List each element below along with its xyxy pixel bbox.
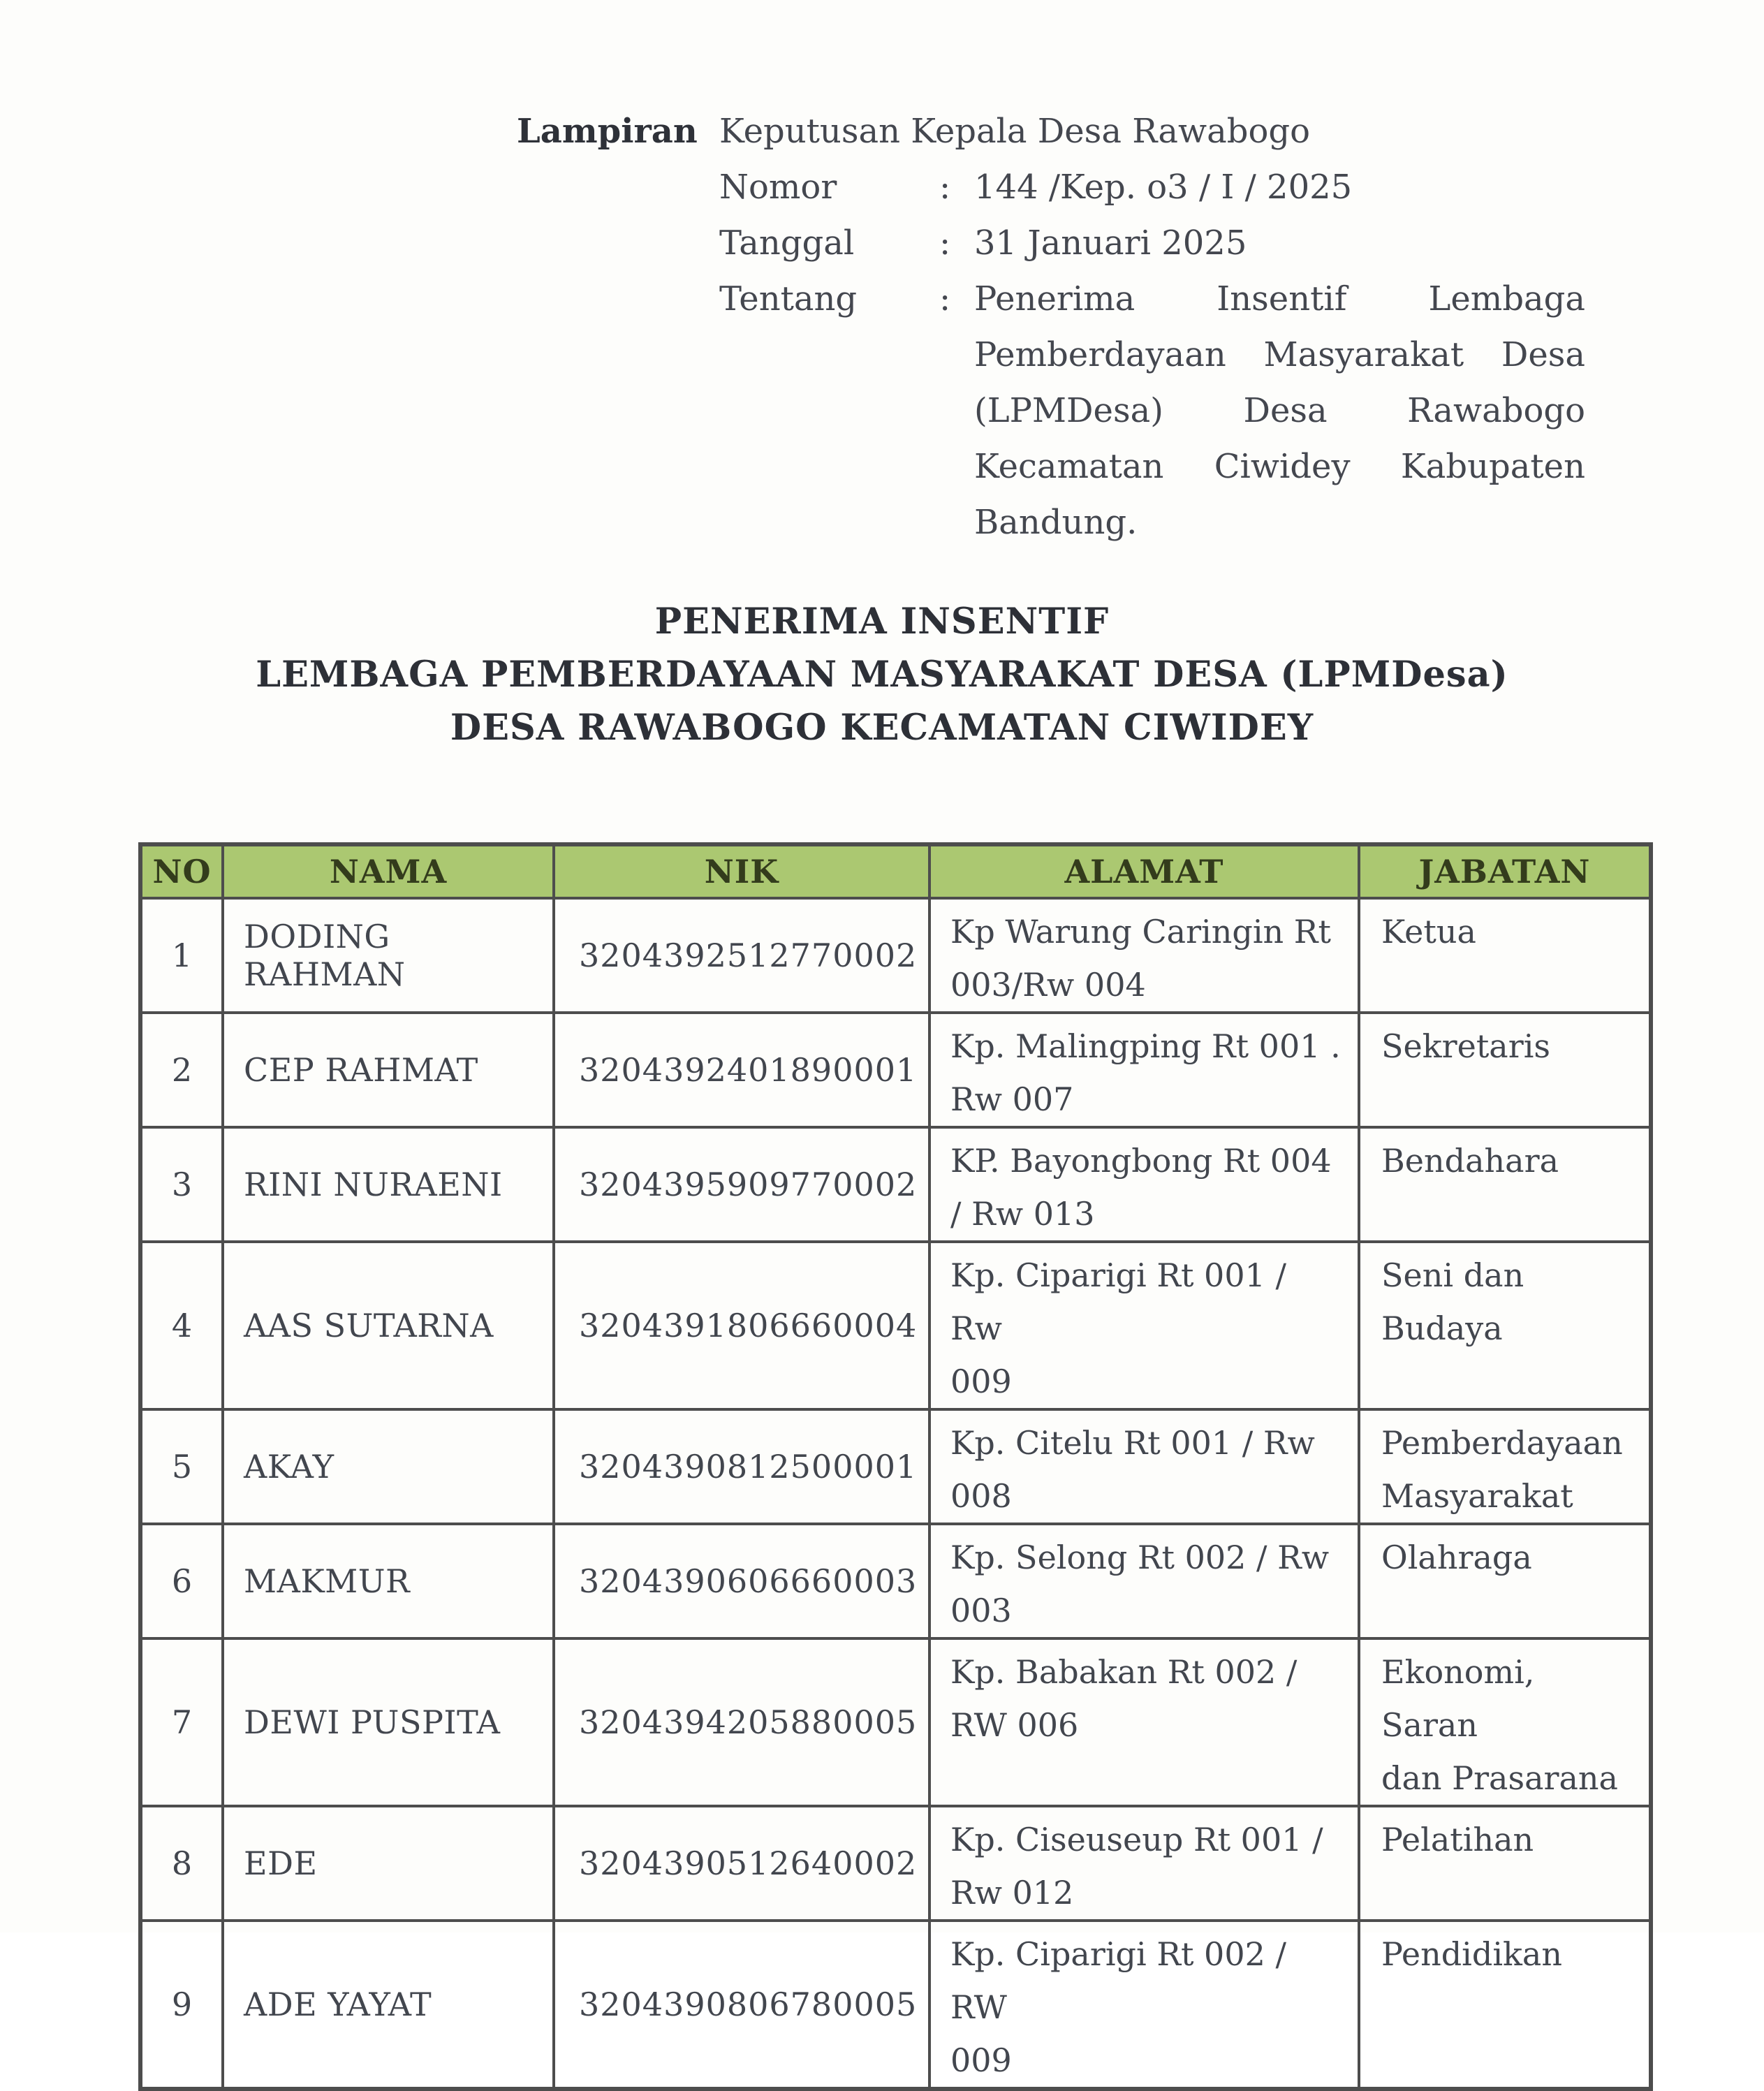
table-header-row [140, 844, 1651, 898]
cell-jabatan [1359, 1638, 1651, 1806]
alamat-line: Kp Warung Caringin Rt [950, 913, 1331, 951]
jabatan-line: Budaya [1381, 1309, 1503, 1347]
lampiran-block [517, 103, 1610, 550]
alamat-line: 003 [950, 1592, 1012, 1629]
alamat-line: Kp. Malingping Rt 001 . [950, 1027, 1341, 1065]
table-row [140, 1921, 1651, 2089]
cell-nama: CEP RAHMAT [223, 1013, 554, 1127]
document-title [0, 595, 1764, 754]
header-jabatan: JABATAN [1359, 844, 1651, 898]
cell-alamat [929, 1921, 1359, 2089]
cell-nama: AAS SUTARNA [223, 1242, 554, 1409]
title-line-3: DESA RAWABOGO KECAMATAN CIWIDEY [450, 707, 1314, 749]
lampiran-value: Keputusan Kepala Desa Rawabogo [719, 112, 1310, 151]
jabatan-line: Pendidikan [1381, 1935, 1562, 1973]
cell-nama: ADE YAYAT [223, 1921, 554, 2089]
jabatan-line: Ekonomi, Saran [1381, 1653, 1535, 1744]
cell-jabatan [1359, 1921, 1651, 2089]
cell-no: 1 [140, 898, 223, 1013]
cell-alamat [929, 1524, 1359, 1638]
cell-nama: AKAY [223, 1409, 554, 1524]
cell-nik: 3204392401890001 [554, 1013, 929, 1127]
jabatan-line: Ketua [1381, 913, 1476, 951]
alamat-line: Kp. Ciseuseup Rt 001 / [950, 1821, 1323, 1858]
field-separator: : [939, 223, 951, 263]
cell-nik: 3204392512770002 [554, 898, 929, 1013]
header-nama: NAMA [223, 844, 554, 898]
jabatan-line: Pelatihan [1381, 1821, 1534, 1858]
tentang-line: Kecamatan Ciwidey Kabupaten [974, 447, 1585, 486]
jabatan-line: Seni dan [1381, 1256, 1524, 1294]
cell-jabatan [1359, 898, 1651, 1013]
alamat-line: Kp. Citelu Rt 001 / Rw [950, 1424, 1315, 1462]
alamat-line: 009 [950, 2041, 1012, 2079]
cell-no: 8 [140, 1806, 223, 1921]
cell-no: 9 [140, 1921, 223, 2089]
alamat-line: 008 [950, 1477, 1012, 1515]
alamat-line: 003/Rw 004 [950, 966, 1146, 1004]
header-alamat: ALAMAT [929, 844, 1359, 898]
cell-nik: 3204394205880005 [554, 1638, 929, 1806]
cell-nik: 3204390512640002 [554, 1806, 929, 1921]
cell-alamat [929, 1806, 1359, 1921]
recipients-table [138, 842, 1653, 2091]
table-row [140, 1127, 1651, 1242]
cell-jabatan [1359, 1524, 1651, 1638]
cell-no: 7 [140, 1638, 223, 1806]
table-row [140, 898, 1651, 1013]
cell-nik: 3204390812500001 [554, 1409, 929, 1524]
table-row [140, 1524, 1651, 1638]
cell-nik: 3204391806660004 [554, 1242, 929, 1409]
cell-nama: DEWI PUSPITA [223, 1638, 554, 1806]
cell-nama: DODING RAHMAN [223, 898, 554, 1013]
cell-jabatan [1359, 1127, 1651, 1242]
alamat-line: Kp. Selong Rt 002 / Rw [950, 1539, 1330, 1576]
alamat-line: KP. Bayongbong Rt 004 [950, 1142, 1332, 1180]
tentang-line: Penerima Insentif Lembaga [974, 279, 1585, 318]
cell-no: 6 [140, 1524, 223, 1638]
header-no: NO [140, 844, 223, 898]
cell-jabatan [1359, 1242, 1651, 1409]
field-label-tanggal: Tanggal [719, 223, 855, 263]
cell-alamat [929, 898, 1359, 1013]
cell-nik: 3204395909770002 [554, 1127, 929, 1242]
title-line-1: PENERIMA INSENTIF [654, 601, 1110, 643]
header-nik: NIK [554, 844, 929, 898]
lampiran-label: Lampiran [517, 112, 698, 151]
table-row [140, 1806, 1651, 1921]
alamat-line: Kp. Babakan Rt 002 / [950, 1653, 1298, 1691]
jabatan-line: Bendahara [1381, 1142, 1559, 1180]
table-row [140, 1409, 1651, 1524]
cell-alamat [929, 1013, 1359, 1127]
cell-no: 2 [140, 1013, 223, 1127]
field-value-nomor: 144 /Kep. o3 / I / 2025 [974, 168, 1353, 207]
jabatan-line: Olahraga [1381, 1539, 1532, 1576]
field-label-tentang: Tentang [719, 279, 858, 318]
jabatan-line: Sekretaris [1381, 1027, 1551, 1065]
cell-jabatan [1359, 1013, 1651, 1127]
jabatan-line: dan Prasarana [1381, 1759, 1618, 1797]
cell-jabatan [1359, 1409, 1651, 1524]
tentang-line: Bandung. [974, 503, 1138, 542]
jabatan-line: Masyarakat [1381, 1477, 1573, 1515]
tentang-line: (LPMDesa) Desa Rawabogo [974, 391, 1585, 430]
cell-no: 4 [140, 1242, 223, 1409]
cell-jabatan [1359, 1806, 1651, 1921]
cell-nama: RINI NURAENI [223, 1127, 554, 1242]
cell-no: 3 [140, 1127, 223, 1242]
table-row [140, 1242, 1651, 1409]
table-row [140, 1638, 1651, 1806]
cell-alamat [929, 1409, 1359, 1524]
field-separator: : [939, 279, 951, 318]
table-row [140, 1013, 1651, 1127]
field-value-tentang [974, 271, 1585, 550]
alamat-line: Rw 007 [950, 1080, 1074, 1118]
cell-alamat [929, 1127, 1359, 1242]
cell-nik: 3204390806780005 [554, 1921, 929, 2089]
cell-nama: EDE [223, 1806, 554, 1921]
cell-nik: 3204390606660003 [554, 1524, 929, 1638]
cell-alamat [929, 1638, 1359, 1806]
field-label-nomor: Nomor [719, 168, 837, 207]
jabatan-line: Pemberdayaan [1381, 1424, 1623, 1462]
field-separator: : [939, 168, 951, 207]
alamat-line: RW 006 [950, 1706, 1079, 1744]
alamat-line: / Rw 013 [950, 1195, 1095, 1233]
tentang-line: Pemberdayaan Masyarakat Desa [974, 335, 1585, 374]
cell-alamat [929, 1242, 1359, 1409]
cell-nama: MAKMUR [223, 1524, 554, 1638]
alamat-line: Kp. Ciparigi Rt 002 / RW [950, 1935, 1286, 2026]
cell-no: 5 [140, 1409, 223, 1524]
alamat-line: Kp. Ciparigi Rt 001 / Rw [950, 1256, 1286, 1347]
field-value-tanggal: 31 Januari 2025 [974, 223, 1247, 263]
title-line-2: LEMBAGA PEMBERDAYAAN MASYARAKAT DESA (LPMDesa) [256, 654, 1508, 696]
alamat-line: 009 [950, 1363, 1012, 1400]
alamat-line: Rw 012 [950, 1874, 1074, 1912]
